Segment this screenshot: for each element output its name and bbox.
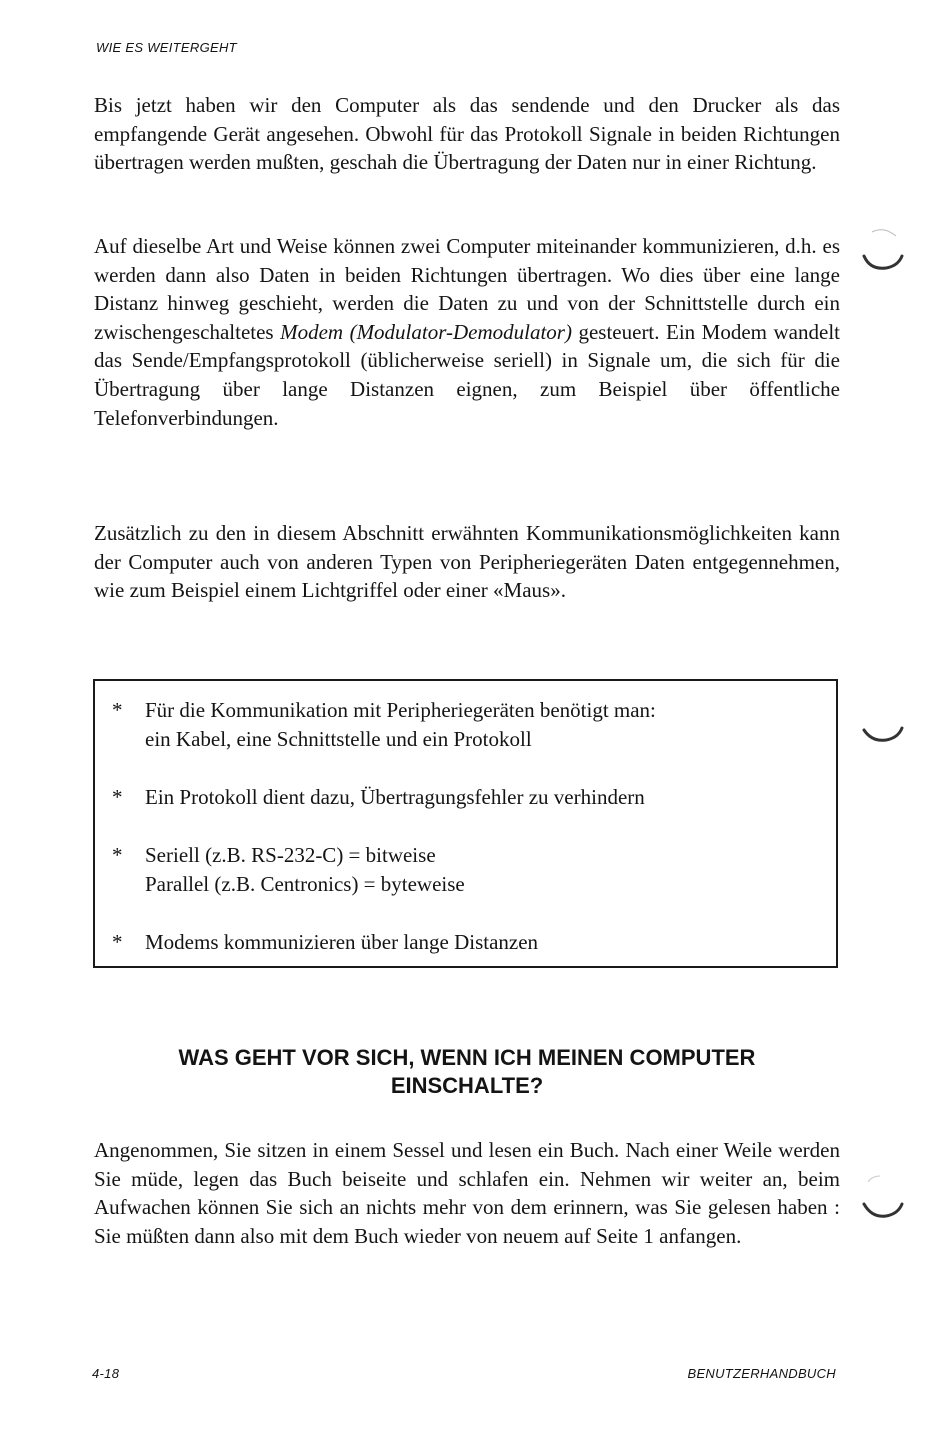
bullet-asterisk: *: [112, 698, 123, 722]
book-title-footer: BENUTZERHANDBUCH: [687, 1366, 836, 1381]
punch-hole-icon: [858, 698, 904, 744]
paragraph-modem-text-end: gesteuert. Ein Modem wandelt das Sende/Empfangsprotokoll (üblicherweise seriell) in Signale um, die sich für die Übertragung über lange Distanzen eignen, zum Beispiel über öffentliche Telefonverbindungen.: [94, 319, 840, 430]
summary-item-line: Für die Kommunikation mit Peripheriegeräten benötigt man:: [145, 698, 656, 722]
summary-item-text: [145, 783, 826, 812]
bullet-asterisk: *: [112, 930, 123, 954]
summary-box: [93, 679, 838, 968]
paragraph-modem: [94, 232, 840, 432]
page-number: 4-18: [92, 1366, 120, 1381]
modem-term: Modem (Modulator-Demodulator): [280, 319, 572, 344]
punch-hole-icon: [858, 1174, 904, 1220]
section-heading-line: EINSCHALTE?: [390, 1073, 544, 1098]
punch-hole-icon: [858, 226, 904, 272]
summary-item-text: [145, 841, 826, 898]
summary-item-text: [145, 928, 826, 957]
running-header: WIE ES WEITERGEHT: [96, 40, 237, 55]
summary-item-line: Ein Protokoll dient dazu, Übertragungsfehler zu verhindern: [145, 785, 645, 809]
paragraph-sender-receiver: Bis jetzt haben wir den Computer als das sendende und den Drucker als das empfangende Gerät angesehen. Obwohl für das Protokoll Signale in beiden Richtungen übertragen werden mußten, geschah die Übertragung der Daten nur in einer Richtung.: [94, 93, 840, 175]
paragraph-peripherals: Zusätzlich zu den in diesem Abschnitt erwähnten Kommunikationsmöglichkeiten kann der Computer auch von anderen Typen von Peripheriegeräten Daten entgegennehmen, wie zum Beispiel einem Lichtgriffel oder einer «Maus».: [94, 521, 840, 603]
bullet-asterisk: *: [112, 785, 123, 809]
section-heading: [94, 1044, 840, 1100]
summary-item-line: ein Kabel, eine Schnittstelle und ein Protokoll: [145, 726, 532, 751]
section-heading-line: WAS GEHT VOR SICH, WENN ICH MEINEN COMPUTER: [178, 1045, 756, 1070]
summary-item-line: Parallel (z.B. Centronics) = byteweise: [145, 871, 465, 896]
paragraph-book-analogy: Angenommen, Sie sitzen in einem Sessel und lesen ein Buch. Nach einer Weile werden Sie müde, legen das Buch beiseite und schlafen ein. Nehmen wir weiter an, beim Aufwachen können Sie sich an nichts mehr von dem erinnern, was Sie gelesen haben : Sie müßten dann also mit dem Buch wieder von neuem auf Seite 1 anfangen.: [94, 1138, 840, 1248]
summary-item-line: Seriell (z.B. RS-232-C) = bitweise: [145, 843, 436, 867]
bullet-asterisk: *: [112, 843, 123, 867]
summary-item-line: Modems kommunizieren über lange Distanzen: [145, 930, 539, 954]
summary-item-text: [145, 696, 826, 753]
paragraph-modem-text-start: Auf dieselbe Art und Weise können zwei Computer miteinander kommunizieren, d.h. es werden dann also Daten in beiden Richtungen übertragen. Wo dies über eine lange Distanz hinweg geschieht, werden die Daten zu und von der Schnittstelle durch ein zwischengeschaltetes: [94, 234, 840, 344]
